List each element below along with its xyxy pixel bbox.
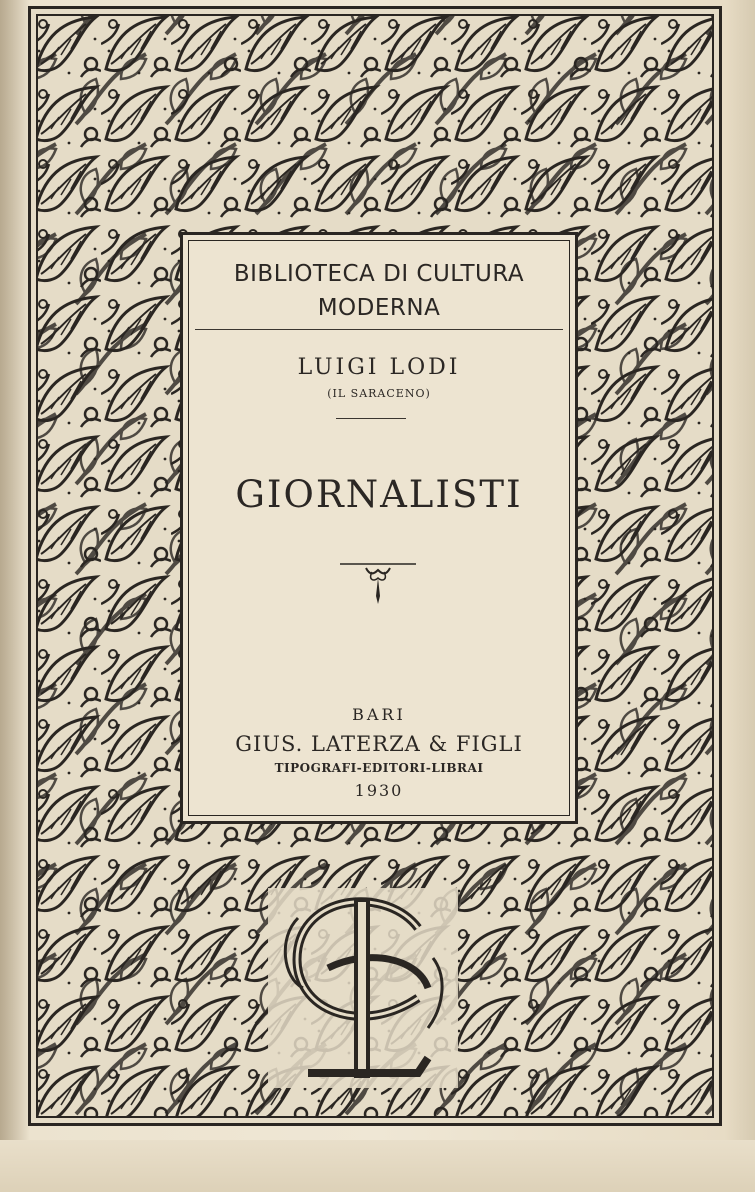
publisher-monogram-icon [268, 888, 458, 1088]
publication-year: 1930 [354, 781, 404, 800]
short-divider-rule [336, 418, 406, 419]
cover-bottom-edge [0, 1140, 755, 1192]
publisher-name: GIUS. LATERZA & FIGLI [235, 732, 523, 756]
series-title [183, 257, 575, 325]
author-pseudonym: (IL SARACENO) [327, 387, 431, 400]
fleuron-ornament-icon [338, 560, 418, 608]
series-title-line2: MODERNA [317, 295, 441, 321]
publication-city: BARI [352, 705, 406, 724]
spine-shadow [0, 0, 30, 1192]
series-title-line1: BIBLIOTECA DI CULTURA [233, 261, 525, 287]
publisher-trades: TIPOGRAFI-EDITORI-LIBRAI [274, 761, 484, 775]
book-title: GIORNALISTI [235, 473, 523, 516]
divider-rule [195, 329, 563, 330]
author-name: LUIGI LODI [297, 355, 461, 380]
title-panel [180, 232, 578, 824]
